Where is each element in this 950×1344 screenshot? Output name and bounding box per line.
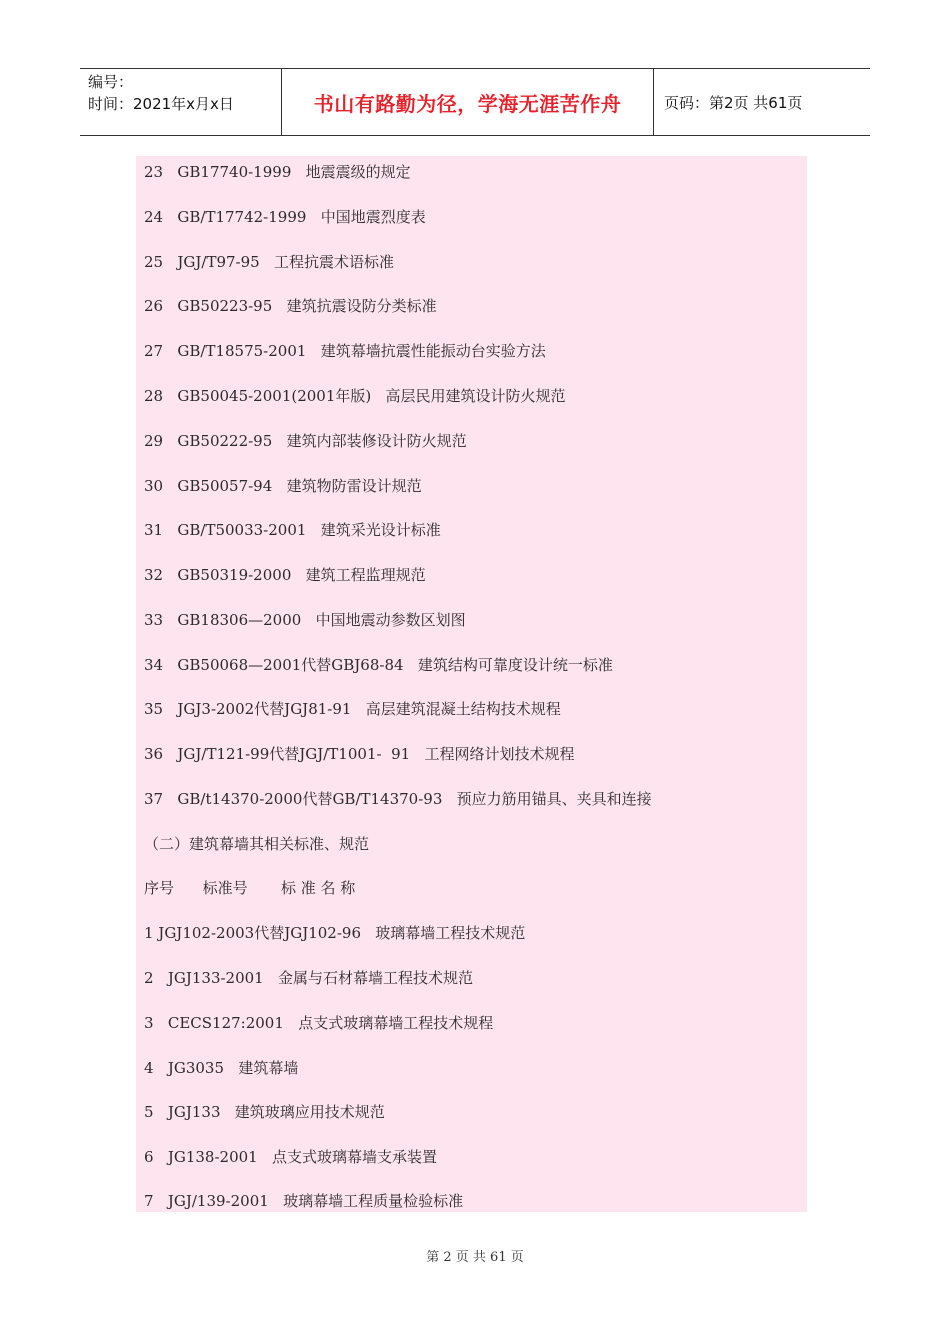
list-item: 1 JGJ102-2003代替JGJ102-96 玻璃幕墙工程技术规范 — [144, 924, 526, 942]
header-page-cell — [654, 69, 870, 135]
list-item: 2 JGJ133-2001 金属与石材幕墙工程技术规范 — [144, 969, 474, 987]
list-item: 7 JGJ/139-2001 玻璃幕墙工程质量检验标准 — [144, 1192, 464, 1210]
list-item: 33 GB18306—2000 中国地震动参数区划图 — [144, 611, 466, 629]
list-item: 23 GB17740-1999 地震震级的规定 — [144, 163, 411, 181]
list-item: 35 JGJ3-2002代替JGJ81-91 高层建筑混凝土结构技术规程 — [144, 700, 561, 718]
column-header: 序号 标准号 标 准 名 称 — [144, 879, 356, 897]
list-item: 34 GB50068—2001代替GBJ68-84 建筑结构可靠度设计统一标准 — [144, 656, 613, 674]
document-date-label: 时间：2021年x月x日 — [88, 95, 234, 113]
list-item: 31 GB/T50033-2001 建筑采光设计标准 — [144, 521, 441, 539]
page-header — [80, 68, 870, 136]
list-item: 32 GB50319-2000 建筑工程监理规范 — [144, 566, 426, 584]
list-item: 36 JGJ/T121-99代替JGJ/T1001- 91 工程网络计划技术规程 — [144, 745, 575, 763]
header-motto: 书山有路勤为径，学海无涯苦作舟 — [313, 91, 622, 116]
list-item: 37 GB/t14370-2000代替GB/T14370-93 预应力筋用锚具、夹具和连接 — [144, 790, 652, 808]
header-motto-cell — [282, 69, 654, 135]
page-footer: 第 2 页 共 61 页 — [426, 1250, 524, 1265]
header-page-info: 页码：第2页 共61页 — [664, 93, 803, 112]
section-heading: （二）建筑幕墙其相关标准、规范 — [144, 835, 370, 853]
list-item: 28 GB50045-2001(2001年版) 高层民用建筑设计防火规范 — [144, 387, 566, 405]
list-item: 5 JGJ133 建筑玻璃应用技术规范 — [144, 1103, 385, 1121]
list-item: 4 JG3035 建筑幕墙 — [144, 1059, 299, 1077]
list-item: 30 GB50057-94 建筑物防雷设计规范 — [144, 477, 422, 495]
list-item: 6 JG138-2001 点支式玻璃幕墙支承装置 — [144, 1148, 438, 1166]
header-meta-cell — [80, 69, 282, 135]
list-item: 29 GB50222-95 建筑内部装修设计防火规范 — [144, 432, 467, 450]
list-item: 3 CECS127:2001 点支式玻璃幕墙工程技术规程 — [144, 1014, 494, 1032]
standards-list — [136, 156, 807, 1212]
list-item: 26 GB50223-95 建筑抗震设防分类标准 — [144, 297, 437, 315]
list-item: 25 JGJ/T97-95 工程抗震术语标准 — [144, 253, 395, 271]
list-item: 24 GB/T17742-1999 中国地震烈度表 — [144, 208, 426, 226]
list-item: 27 GB/T18575-2001 建筑幕墙抗震性能振动台实验方法 — [144, 342, 546, 360]
document-number-label: 编号： — [88, 73, 134, 91]
